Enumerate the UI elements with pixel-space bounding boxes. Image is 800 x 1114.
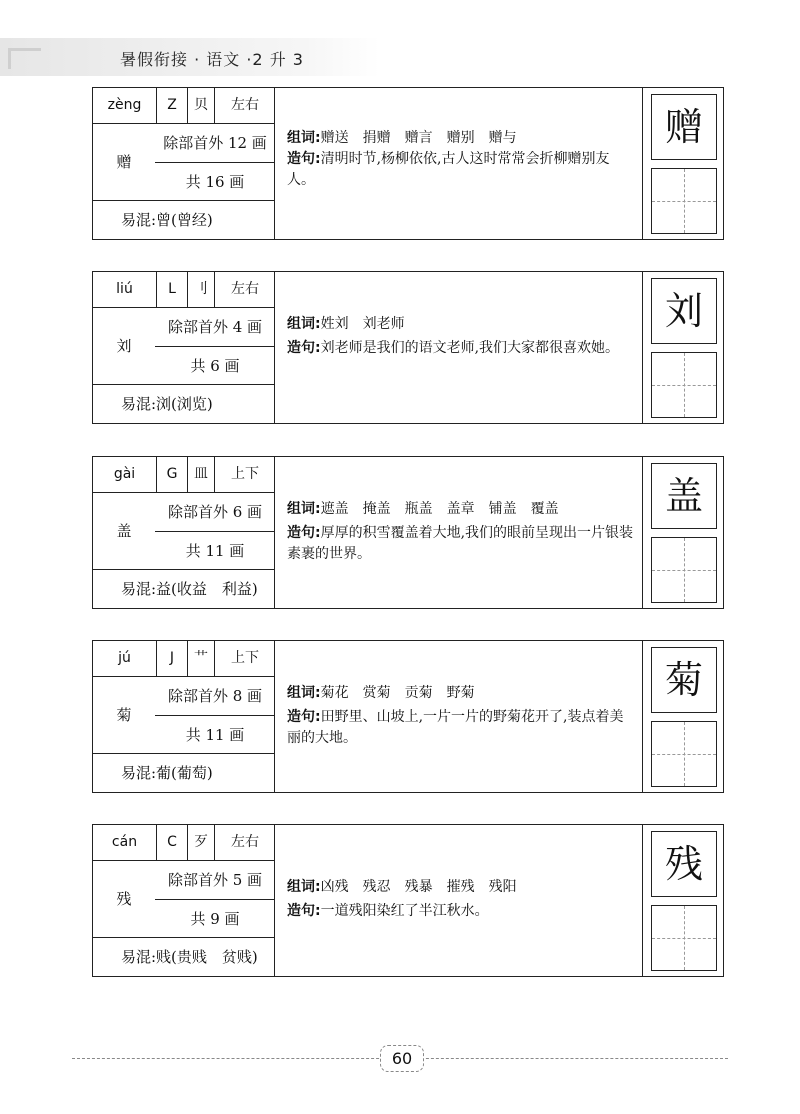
structure: 左右 [231, 97, 259, 113]
sentence-label: 造句: [287, 903, 321, 919]
writing-area [643, 88, 723, 239]
strokes-total: 共 11 画 [185, 542, 245, 560]
sentence: 刘老师是我们的语文老师,我们大家都很喜欢她。 [320, 340, 620, 356]
initial: Z [167, 97, 177, 113]
char-card-can [92, 824, 724, 977]
writing-area [643, 641, 723, 792]
pinyin: gài [93, 457, 157, 492]
practice-grid[interactable] [651, 168, 717, 234]
writing-area [643, 825, 723, 976]
words: 姓刘 刘老师 [320, 316, 405, 332]
sentence-example [287, 901, 636, 922]
structure: 左右 [231, 834, 259, 850]
structure: 上下 [231, 650, 259, 666]
sentence: 田野里、山坡上,一片一片的野菊花开了,装点着美丽的大地。 [287, 709, 624, 746]
strokes-total: 共 6 画 [190, 357, 240, 375]
page-header [0, 38, 380, 76]
usage-section [275, 88, 643, 239]
words: 菊花 赏菊 贡菊 野菊 [320, 685, 475, 701]
words: 凶残 残忍 残暴 摧残 残阳 [320, 879, 517, 895]
sentence-example [287, 338, 636, 359]
confusable-chars: 易混:益(收益 利益) [121, 580, 258, 598]
divider [155, 531, 275, 532]
word-examples [287, 683, 636, 704]
strokes-excluding-radical: 除部首外 5 画 [167, 871, 263, 889]
sentence-label: 造句: [287, 151, 321, 167]
usage-section [275, 641, 643, 792]
words-label: 组词: [287, 501, 321, 517]
header-title: 暑假衔接 · 语文 ·2 升 3 [120, 50, 304, 69]
page-number: 60 [380, 1045, 424, 1072]
practice-grid[interactable] [651, 721, 717, 787]
initial: G [166, 466, 178, 482]
practice-grid[interactable] [651, 537, 717, 603]
model-character-box: 赠 [651, 94, 717, 160]
char-info-row [93, 825, 274, 861]
sentence-example [287, 523, 636, 565]
words: 遮盖 掩盖 瓶盖 盖章 铺盖 覆盖 [320, 501, 559, 517]
radical: 贝 [187, 88, 215, 123]
character: 盖 [116, 522, 132, 540]
sentence: 厚厚的积雪覆盖着大地,我们的眼前呈现出一片银装素裹的世界。 [287, 525, 634, 562]
words-label: 组词: [287, 879, 321, 895]
sentence-example [287, 149, 636, 191]
practice-grid[interactable] [651, 905, 717, 971]
char-card-zeng [92, 87, 724, 240]
pinyin: liú [93, 272, 157, 307]
practice-grid[interactable] [651, 352, 717, 418]
stroke-section [93, 124, 274, 201]
divider [155, 346, 275, 347]
pinyin: zèng [93, 88, 157, 123]
character: 残 [116, 890, 132, 908]
stroke-section [93, 493, 274, 570]
char-info-row [93, 457, 274, 493]
radical: 歹 [187, 825, 215, 860]
sentence-label: 造句: [287, 709, 321, 725]
sentence-example [287, 707, 636, 749]
word-examples [287, 314, 636, 335]
structure: 上下 [231, 466, 259, 482]
confusable-chars: 易混:浏(浏览) [121, 395, 213, 413]
divider [155, 715, 275, 716]
char-info [93, 272, 275, 423]
stroke-section [93, 308, 274, 385]
sentence: 一道残阳染红了半江秋水。 [320, 903, 489, 919]
char-info-row [93, 641, 274, 677]
words-label: 组词: [287, 130, 321, 146]
model-character-box: 刘 [651, 278, 717, 344]
radical: 刂 [187, 272, 215, 307]
character: 刘 [116, 337, 132, 355]
divider [155, 899, 275, 900]
sentence: 清明时节,杨柳依依,古人这时常常会折柳赠别友人。 [287, 151, 610, 188]
strokes-excluding-radical: 除部首外 4 画 [167, 318, 263, 336]
structure: 左右 [231, 281, 259, 297]
char-info [93, 825, 275, 976]
sentence-label: 造句: [287, 525, 321, 541]
word-examples [287, 877, 636, 898]
header-corner-mark [8, 48, 41, 69]
words-label: 组词: [287, 685, 321, 701]
char-card-gai [92, 456, 724, 609]
usage-section [275, 825, 643, 976]
confusable-chars: 易混:贱(贵贱 贫贱) [121, 948, 258, 966]
initial: C [167, 834, 177, 850]
initial: L [168, 281, 176, 297]
strokes-excluding-radical: 除部首外 6 画 [167, 503, 263, 521]
char-info-row [93, 272, 274, 308]
model-character-box: 菊 [651, 647, 717, 713]
initial: J [169, 650, 175, 666]
char-card-ju [92, 640, 724, 793]
pinyin: jú [93, 641, 157, 676]
words: 赠送 捐赠 赠言 赠别 赠与 [320, 130, 517, 146]
stroke-section [93, 677, 274, 754]
strokes-total: 共 11 画 [185, 726, 245, 744]
stroke-section [93, 861, 274, 938]
model-character-box: 残 [651, 831, 717, 897]
writing-area [643, 457, 723, 608]
char-card-liu [92, 271, 724, 424]
confusable-chars: 易混:曾(曾经) [121, 211, 213, 229]
character: 菊 [116, 706, 132, 724]
char-info [93, 457, 275, 608]
sentence-label: 造句: [287, 340, 321, 356]
confusable-chars: 易混:葡(葡萄) [121, 764, 213, 782]
pinyin: cán [93, 825, 157, 860]
strokes-total: 共 16 画 [185, 173, 245, 191]
strokes-excluding-radical: 除部首外 8 画 [167, 687, 263, 705]
radical: 皿 [187, 457, 215, 492]
strokes-total: 共 9 画 [190, 910, 240, 928]
model-character-box: 盖 [651, 463, 717, 529]
word-examples [287, 499, 636, 520]
char-info [93, 641, 275, 792]
usage-section [275, 272, 643, 423]
divider [155, 162, 275, 163]
strokes-excluding-radical: 除部首外 12 画 [163, 134, 267, 152]
usage-section [275, 457, 643, 608]
char-info-row [93, 88, 274, 124]
char-info [93, 88, 275, 239]
word-examples [287, 128, 636, 149]
words-label: 组词: [287, 316, 321, 332]
radical: 艹 [187, 641, 215, 676]
writing-area [643, 272, 723, 423]
character: 赠 [116, 153, 132, 171]
